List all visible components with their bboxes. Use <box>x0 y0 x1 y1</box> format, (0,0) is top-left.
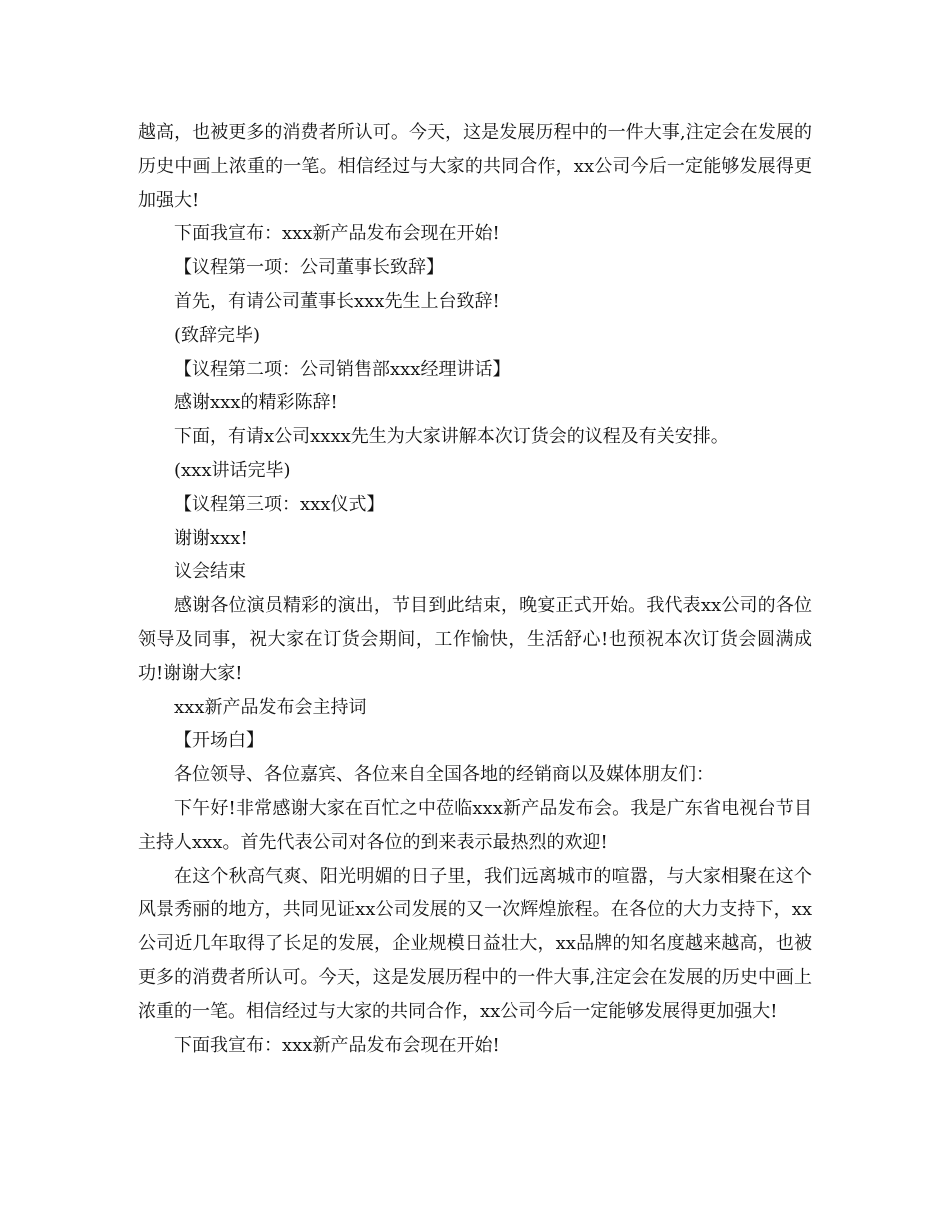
agenda-heading: 【议程第一项：公司董事长致辞】 <box>174 257 444 279</box>
paragraph: 下面，有请x公司xxxx先生为大家讲解本次订货会的议程及有关安排。 <box>174 426 729 448</box>
paragraph: 下午好!非常感谢大家在百忙之中莅临xxx新产品发布会。我是广东省电视台节目主持人xxx。首先代表公司对各位的到来表示最热烈的欢迎! <box>138 797 812 853</box>
paragraph: 在这个秋高气爽、阳光明媚的日子里，我们远离城市的喧嚣，与大家相聚在这个风景秀丽的地方，共同见证xx公司发展的又一次辉煌旅程。在各位的大力支持下，xx公司近几年取得了长足的发展，企业规模日益壮大，xx品牌的知名度越来越高，也被更多的消费者所认可。今天，这是发展历程中的一件大事,注定会在发展的历史中画上浓重的一笔。相信经过与大家的共同合作，xx公司今后一定能够发展得更加强大! <box>138 865 812 1022</box>
agenda-heading: 【议程第三项：xxx仪式】 <box>174 493 385 515</box>
section-heading: 【开场白】 <box>174 730 264 752</box>
paragraph: 越高，也被更多的消费者所认可。今天，这是发展历程中的一件大事,注定会在发展的历史中画上浓重的一笔。相信经过与大家的共同合作，xx公司今后一定能够发展得更加强大! <box>138 122 812 211</box>
paragraph: 感谢各位演员精彩的演出，节目到此结束，晚宴正式开始。我代表xx公司的各位领导及同事，祝大家在订货会期间，工作愉快，生活舒心!也预祝本次订货会圆满成功!谢谢大家! <box>138 595 812 684</box>
paragraph: 议会结束 <box>174 561 246 583</box>
paragraph: (xxx讲话完毕) <box>174 459 291 481</box>
paragraph: 首先，有请公司董事长xxx先生上台致辞! <box>174 290 500 312</box>
document-body <box>138 116 812 1062</box>
paragraph: 感谢xxx的精彩陈辞! <box>174 392 338 414</box>
paragraph: (致辞完毕) <box>174 324 261 346</box>
paragraph: 各位领导、各位嘉宾、各位来自全国各地的经销商以及媒体朋友们： <box>174 764 714 786</box>
paragraph: 下面我宣布：xxx新产品发布会现在开始! <box>174 1034 500 1056</box>
agenda-heading: 【议程第二项：公司销售部xxx经理讲话】 <box>174 358 511 380</box>
paragraph: 谢谢xxx! <box>174 527 248 549</box>
section-title: xxx新产品发布会主持词 <box>174 696 367 718</box>
paragraph: 下面我宣布：xxx新产品发布会现在开始! <box>174 223 500 245</box>
